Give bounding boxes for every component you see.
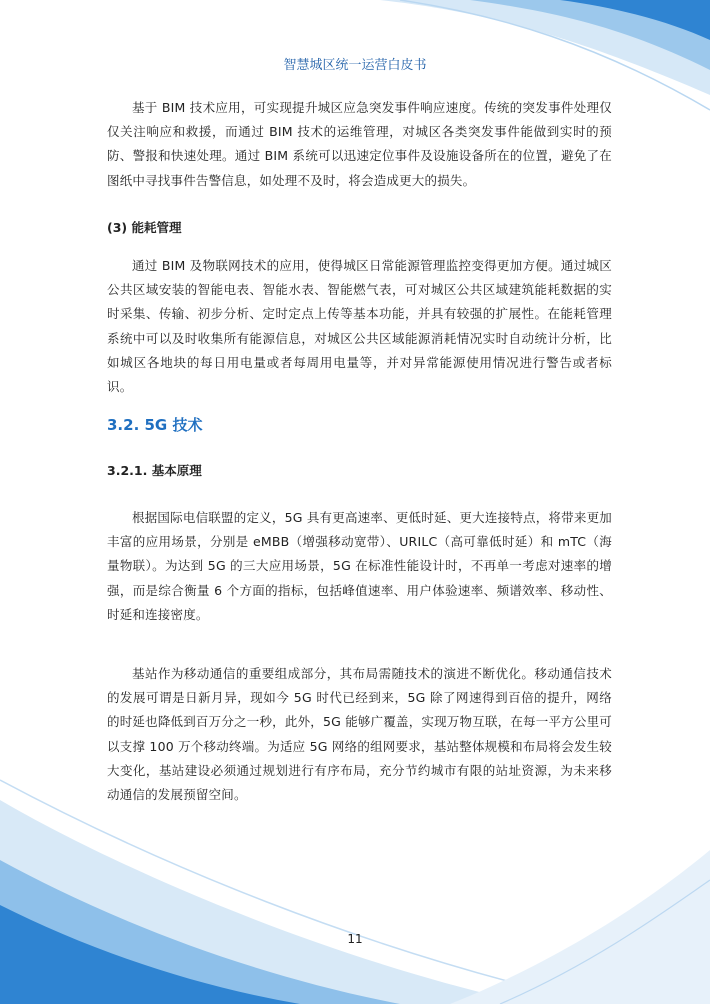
- paragraph-5g-definition: [107, 506, 612, 627]
- paragraph-text: 根据国际电信联盟的定义，5G 具有更高速率、更低时延、更大连接特点，将带来更加丰富的应用场景，分别是 eMBB（增强移动宽带）、URILC（高可靠低时延）和 mTC（海量物联）。为达到 5G 的三大应用场景，5G 在标准性能设计时，不再单一考虑对速率的增强，而是综合衡量 6 个方面的指标，包括峰值速率、用户体验速率、频谱效率、移动性、时延和连接密度。: [107, 510, 612, 622]
- paragraph-energy: [107, 254, 612, 399]
- paragraph-base-station: [107, 662, 612, 807]
- subsection-heading-basic: 3.2.1. 基本原理: [107, 463, 202, 478]
- paragraph-text: 通过 BIM 及物联网技术的应用，使得城区日常能源管理监控变得更加方便。通过城区公共区域安装的智能电表、智能水表、智能燃气表，可对城区公共区域建筑能耗数据的实时采集、传输、初步分析、定时定点上传等基本功能，并具有较强的扩展性。在能耗管理系统中可以及时收集所有能源信息，对城区公共区域能源消耗情况实时自动统计分析，比如城区各地块的每日用电量或者每周用电量等，并对异常能源使用情况进行警告或者标识。: [107, 258, 612, 395]
- bottom-right-swoosh: [450, 850, 710, 1004]
- page-number: 11: [347, 932, 363, 946]
- energy-management-heading: (3) 能耗管理: [107, 220, 182, 235]
- paragraph-bim-emergency: [107, 96, 612, 193]
- section-heading-5g: 3.2. 5G 技术: [107, 416, 203, 434]
- paragraph-text: 基于 BIM 技术应用，可实现提升城区应急突发事件响应速度。传统的突发事件处理仅仅关注响应和救援，而通过 BIM 技术的运维管理，对城区各类突发事件能做到实时的预防、警报和快速处理。通过 BIM 系统可以迅速定位事件及设施设备所在的位置，避免了在图纸中寻找事件告警信息，如处理不及时，将会造成更大的损失。: [107, 100, 612, 188]
- paragraph-text: 基站作为移动通信的重要组成部分，其布局需随技术的演进不断优化。移动通信技术的发展可谓是日新月异，现如今 5G 时代已经到来，5G 除了网速得到百倍的提升，网络的时延也降低到百万分之一秒，此外，5G 能够广覆盖，实现万物互联，在每一平方公里可以支撑 100 万个移动终端。为适应 5G 网络的组网要求，基站整体规模和布局将会发生较大变化，基站建设必须通过规划进行有序布局，充分节约城市有限的站址资源，为未来移动通信的发展预留空间。: [107, 666, 612, 803]
- page-header-title: 智慧城区统一运营白皮书: [283, 58, 427, 73]
